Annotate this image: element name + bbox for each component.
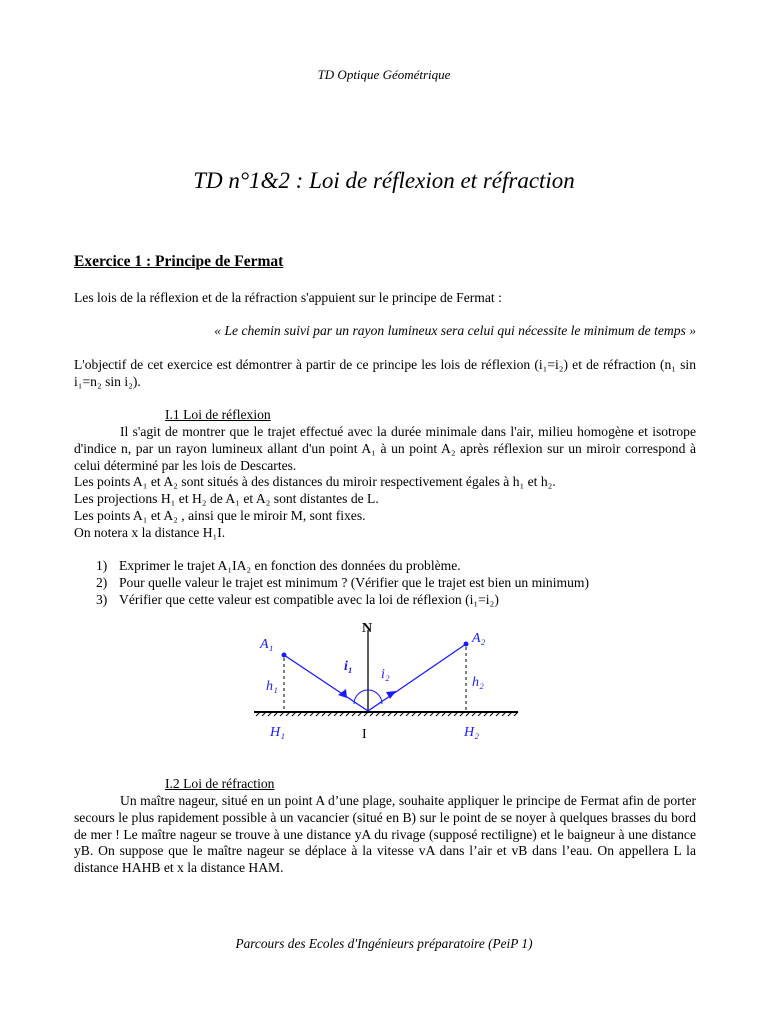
fermat-quote: « Le chemin suivi par un rayon lumineux sera celui qui nécessite le minimum de temps » <box>214 323 696 338</box>
label-i2: i₂ <box>381 667 390 682</box>
page-header: TD Optique Géométrique <box>317 67 451 82</box>
label-a1: A₁ <box>260 637 274 652</box>
exercise-heading: Exercice 1 : Principe de Fermat <box>74 253 284 270</box>
reflexion-line-projections: Les projections H₁ et H₂ de A₁ et A₂ sont distantes de L. <box>74 491 379 507</box>
incident-arrow-icon <box>338 689 347 698</box>
label-n: N <box>362 621 373 636</box>
reflexion-line-notation: On notera x la distance H₁I. <box>74 524 226 540</box>
question-list <box>96 558 696 608</box>
refraction-paragraph: Un maître nageur, situé en un point A d’une plage, souhaite appliquer le principe de Fermat afin de porter secours le plus rapidement possible à un vacancier (situé en B) sur le point de se noyer à quelques brasses du bord de mer ! Le maître nageur se trouve à une distance yA du rivage (supposé rectiligne) et le baigneur à une distance yB. On suppose que le maître nageur se déplace à la vitesse vA dans l’air et vB dans l’eau. On appellera L la distance HAHB et x la distance HAM. <box>74 793 696 876</box>
reflexion-paragraph: Il s'agit de montrer que le trajet effectué avec la durée minimale dans l'air, milieu homogène et isotrope d'indice n, par un rayon lumineux allant d'un point A₁ à un point A₂ après réflexion sur un miroir correspond à celui déterminé par les lois de Descartes. <box>74 424 696 473</box>
label-i1: i₁ <box>344 659 353 674</box>
page-title: TD n°1&2 : Loi de réflexion et réfraction <box>193 168 575 193</box>
label-i: I <box>362 727 367 742</box>
point-a2 <box>464 642 469 647</box>
reflexion-line-distances: Les points A₁ et A₂ sont situés à des distances du miroir respectivement égales à h₁ et h₂. <box>74 474 556 490</box>
label-big-h2: H₂ <box>464 725 479 740</box>
label-h1: h₁ <box>266 679 278 694</box>
point-a1 <box>282 653 287 658</box>
reflection-diagram <box>250 612 522 744</box>
objective-text: L'objectif de cet exercice est démontrer à partir de ce principe les lois de réflexion (i₁=i₂) et de réfraction (n₁ sin i₁=n₂ sin i₂). <box>74 357 696 389</box>
list-item: 3) Vérifier que cette valeur est compatible avec la loi de réflexion (i₁=i₂) <box>96 591 499 607</box>
reflexion-line-fixed: Les points A₁ et A₂ , ainsi que le miroir M, sont fixes. <box>74 507 366 523</box>
label-big-h1: H₁ <box>270 725 285 740</box>
incident-ray <box>284 655 368 711</box>
list-item: 2) Pour quelle valeur le trajet est minimum ? (Vérifier que le trajet est bien un minimum) <box>96 574 589 590</box>
intro-text: Les lois de la réflexion et de la réfraction s'appuient sur le principe de Fermat : <box>74 290 502 305</box>
list-item: 1) Exprimer le trajet A₁IA₂ en fonction des données du problème. <box>96 558 461 573</box>
section-refraction-heading: I.2 Loi de réfraction <box>165 776 275 791</box>
page-footer: Parcours des Ecoles d'Ingénieurs préparatoire (PeiP 1) <box>235 936 533 951</box>
label-a2: A₂ <box>472 631 486 646</box>
label-h2: h₂ <box>472 675 484 690</box>
section-reflexion-heading: I.1 Loi de réflexion <box>165 407 271 422</box>
reflexion-block <box>74 424 696 542</box>
